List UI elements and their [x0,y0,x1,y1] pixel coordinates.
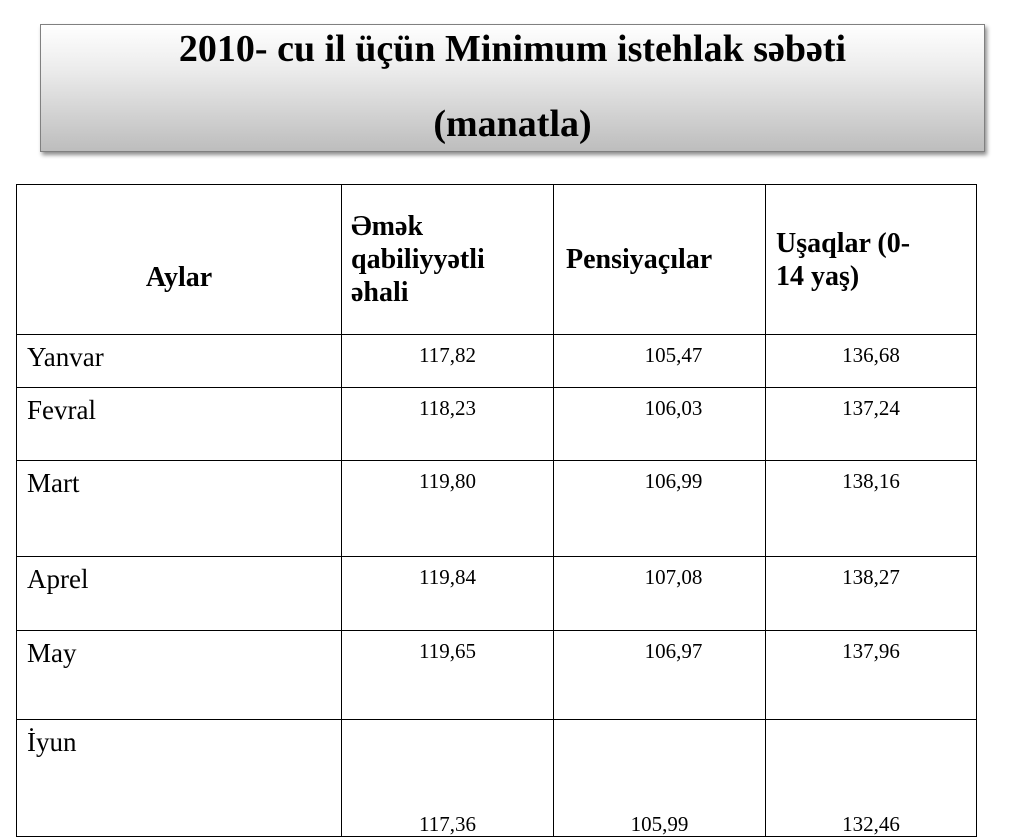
header-months-label: Aylar [145,262,213,293]
table-row [17,335,977,388]
value-cell: 107,08 [554,557,766,631]
header-children [766,185,977,335]
header-pensioners-label: Pensiyaçılar [566,244,713,275]
month-cell: Aprel [17,557,342,631]
header-working-age-label: Əmək qabiliyyətli əhali [351,211,485,308]
month-cell: May [17,631,342,720]
table-row [17,557,977,631]
table-row [17,631,977,720]
value-cell: 117,36 [342,720,554,837]
slide-title: 2010- cu il üçün Minimum istehlak səbəti [178,28,847,70]
value-cell: 118,23 [342,388,554,461]
month-cell: Fevral [17,388,342,461]
header-children-label: Uşaqlar (0-14 yaş) [776,227,911,292]
table-row [17,388,977,461]
month-cell: Yanvar [17,335,342,388]
value-cell: 119,65 [342,631,554,720]
value-cell: 106,99 [554,461,766,557]
value-cell: 106,03 [554,388,766,461]
table-header-row [17,185,977,335]
value-cell: 137,96 [766,631,977,720]
header-months [17,185,342,335]
value-cell: 132,46 [766,720,977,837]
value-cell: 117,82 [342,335,554,388]
table-row [17,461,977,557]
value-cell: 138,27 [766,557,977,631]
value-cell: 119,80 [342,461,554,557]
consumer-basket-table [16,184,977,837]
value-cell: 136,68 [766,335,977,388]
slide-title-unit: (manatla) [433,103,592,145]
month-cell: İyun [17,720,342,837]
header-working-age [342,185,554,335]
header-pensioners [554,185,766,335]
title-box [40,24,985,152]
value-cell: 106,97 [554,631,766,720]
value-cell: 137,24 [766,388,977,461]
table-row [17,720,977,837]
value-cell: 119,84 [342,557,554,631]
value-cell: 105,99 [554,720,766,837]
value-cell: 105,47 [554,335,766,388]
month-cell: Mart [17,461,342,557]
value-cell: 138,16 [766,461,977,557]
